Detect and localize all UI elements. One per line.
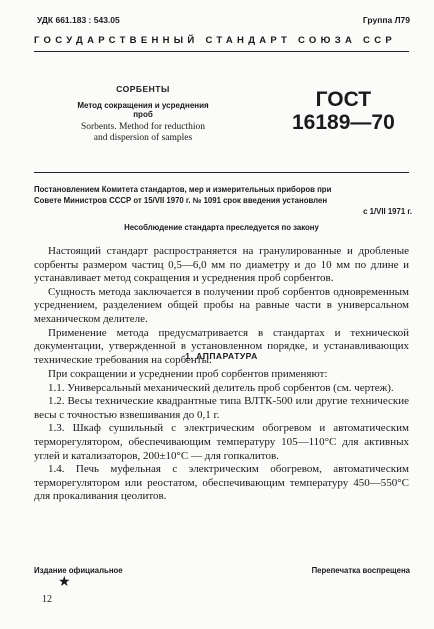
reprint-prohibited-note: Перепечатка воспрещена: [311, 566, 410, 575]
group-code: Группа Л79: [362, 15, 410, 25]
english-title-1: Sorbents. Method for reducthion: [80, 122, 205, 132]
star-icon: ★: [58, 575, 71, 590]
section-heading: 1. АППАРАТУРА: [185, 351, 258, 361]
legal-warning: Несоблюдение стандарта преследуется по закону: [124, 223, 319, 232]
gost-label: ГОСТ: [315, 88, 372, 111]
section-paragraph: 1.4. Печь муфельная с электрическим обогревом, автоматическим терморегулятором или реостатом, обеспечивающим температуру 450—550°С для прокаливания цеолитов.: [34, 463, 409, 503]
section-paragraph: 1.2. Весы технические квадрантные типа ВЛТК-500 или другие технические весы с точностью взвешивания до 0,1 г.: [34, 395, 409, 421]
document-title: СОРБЕНТЫ: [116, 84, 170, 94]
header-rule: [34, 51, 409, 52]
intro-paragraph: Настоящий стандарт распространяется на гранулированные и дробленые сорбенты размером частиц 0,5—6,0 мм по диаметру и до 10 мм по длине и устанавливает метод сокращения и усреднения проб сорбентов.: [34, 245, 409, 285]
decree-text: [34, 184, 412, 217]
page-number: 12: [42, 594, 52, 605]
intro-text: [34, 245, 409, 367]
document-subtitle: Метод сокращения и усреднения проб: [77, 101, 209, 119]
decree-line-3: с 1/VII 1971 г.: [363, 207, 412, 216]
gost-number: 16189—70: [292, 111, 395, 134]
section-paragraph: 1.1. Универсальный механический делитель проб сорбентов (см. чертеж).: [48, 381, 394, 394]
official-edition-note: Издание официальное: [34, 566, 123, 575]
gost-label-block: [292, 88, 395, 134]
decree-line-2: Совете Министров СССР от 15/VII 1970 г. № 1091 срок введения установлен: [34, 196, 328, 205]
intro-paragraph: Сущность метода заключается в получении проб сорбентов одновременным усреднением, разделением общей пробы на равные части в универсальном механическом делителе.: [34, 285, 409, 325]
standard-heading: ГОСУДАРСТВЕННЫЙ СТАНДАРТ СОЮЗА ССР: [34, 35, 397, 46]
section-text: [34, 368, 409, 504]
intro-paragraph: Применение метода предусматривается в стандартах и технической документации, утвержденной в установленном порядке, и устанавливающих технические требования на сорбенты.: [34, 326, 409, 366]
udk-code: УДК 661.183 : 543.05: [37, 15, 120, 25]
decree-line-1: Постановлением Комитета стандартов, мер и измерительных приборов при: [34, 185, 332, 194]
section-paragraph: 1.3. Шкаф сушильный с электрическим обогревом и автоматическим терморегулятором, обеспечивающим температуру 105—110°С для активных углей и катализаторов, 200±10°С — для гопкалитов.: [34, 422, 409, 462]
title-block: [68, 84, 218, 144]
title-rule: [34, 172, 409, 173]
english-title-2: and dispersion of samples: [93, 133, 193, 143]
section-paragraph: При сокращении и усреднении проб сорбентов применяют:: [48, 368, 328, 380]
